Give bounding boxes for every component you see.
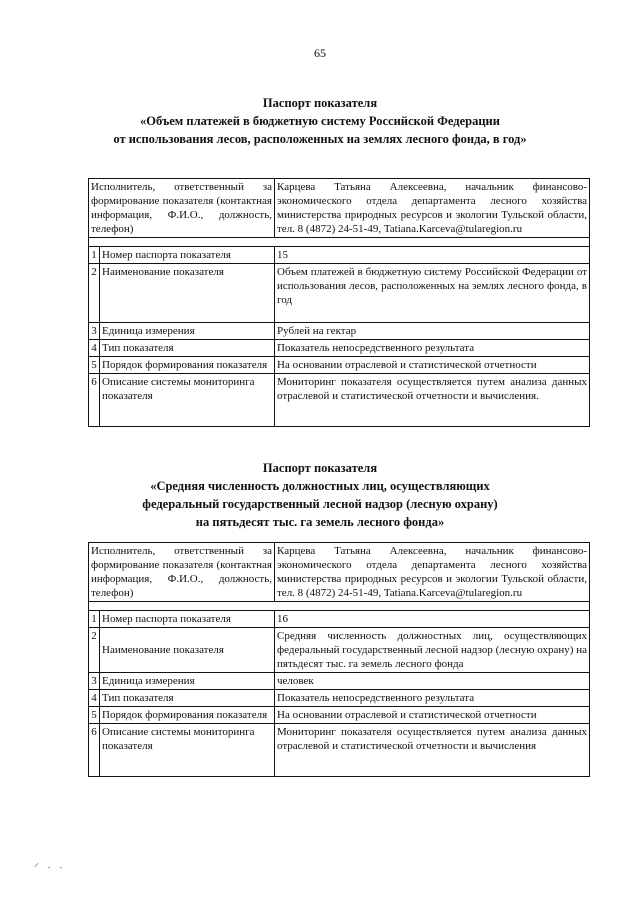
spacer-row: [89, 238, 590, 247]
indicator-title-line: «Объем платежей в бюджетную систему Российской Федерации: [140, 114, 500, 128]
row-number: 3: [89, 323, 100, 340]
indicator-title-line: федеральный государственный лесной надзор (лесную охрану): [142, 497, 498, 511]
row-label: Тип показателя: [100, 340, 275, 357]
passport-heading: Паспорт показателя: [262, 461, 378, 475]
row-label: Описание системы мониторинга показателя: [100, 724, 275, 777]
table-row: [89, 357, 590, 374]
row-value: человек: [275, 673, 590, 690]
executor-row: [89, 543, 590, 602]
table-row: [89, 611, 590, 628]
row-number: 1: [89, 611, 100, 628]
row-number: 2: [89, 628, 100, 673]
executor-label: Исполнитель, ответственный за формирование показателя (контактная информация, Ф.И.О., должность, телефон): [89, 179, 275, 238]
passport-table-1: [88, 178, 590, 427]
indicator-title-line: «Средняя численность должностных лиц, осуществляющих: [150, 479, 490, 493]
row-label: Тип показателя: [100, 690, 275, 707]
indicator-title-line: на пятьдесят тыс. га земель лесного фонда»: [195, 515, 445, 529]
row-number: 2: [89, 264, 100, 323]
row-label: Номер паспорта показателя: [100, 247, 275, 264]
table-row: [89, 247, 590, 264]
row-number: 4: [89, 340, 100, 357]
page-number: 65: [314, 46, 326, 60]
spacer-row: [89, 602, 590, 611]
passport-table-2: [88, 542, 590, 777]
row-label: Единица измерения: [100, 323, 275, 340]
row-label: Наименование показателя: [100, 628, 275, 673]
table-row: [89, 323, 590, 340]
scan-artifact-mark: ⸝ ˏ ˎ: [34, 858, 66, 869]
row-value: Показатель непосредственного результата: [275, 340, 590, 357]
executor-label: Исполнитель, ответственный за формирование показателя (контактная информация, Ф.И.О., должность, телефон): [89, 543, 275, 602]
table-row: [89, 340, 590, 357]
executor-row: [89, 179, 590, 238]
table-row: [89, 374, 590, 427]
indicator-title-line: от использования лесов, расположенных на землях лесного фонда, в год»: [113, 132, 527, 146]
row-number: 6: [89, 724, 100, 777]
row-value: На основании отраслевой и статистической отчетности: [275, 357, 590, 374]
row-value: Рублей на гектар: [275, 323, 590, 340]
row-number: 5: [89, 707, 100, 724]
row-value: Показатель непосредственного результата: [275, 690, 590, 707]
row-label: Порядок формирования показателя: [100, 707, 275, 724]
passport-title-2: [40, 459, 600, 531]
table-row: [89, 724, 590, 777]
row-value: 15: [275, 247, 590, 264]
executor-value: Карцева Татьяна Алексеевна, начальник финансово-экономического отдела департамента лесного хозяйства министерства природных ресурсов и экологии Тульской области, тел. 8 (4872) 24-51-49, Tatiana.Karceva@tularegion.ru: [275, 179, 590, 238]
row-value: Объем платежей в бюджетную систему Российской Федерации от использования лесов, расположенных на землях лесного фонда, в год: [275, 264, 590, 323]
passport-title-1: [40, 94, 600, 148]
executor-value: Карцева Татьяна Алексеевна, начальник финансово-экономического отдела департамента лесного хозяйства министерства природных ресурсов и экологии Тульской области, тел. 8 (4872) 24-51-49, Tatiana.Karceva@tularegion.ru: [275, 543, 590, 602]
row-value: Мониторинг показателя осуществляется путем анализа данных отраслевой и статистической отчетности и вычисления: [275, 724, 590, 777]
row-number: 3: [89, 673, 100, 690]
table-row: [89, 628, 590, 673]
table-row: [89, 673, 590, 690]
passport-heading: Паспорт показателя: [262, 96, 378, 110]
row-value: На основании отраслевой и статистической отчетности: [275, 707, 590, 724]
row-value: Мониторинг показателя осуществляется путем анализа данных отраслевой и статистической отчетности и вычисления.: [275, 374, 590, 427]
table-row: [89, 264, 590, 323]
row-number: 1: [89, 247, 100, 264]
row-number: 4: [89, 690, 100, 707]
table-row: [89, 707, 590, 724]
table-row: [89, 690, 590, 707]
row-label: Единица измерения: [100, 673, 275, 690]
row-label: Номер паспорта показателя: [100, 611, 275, 628]
row-label: Порядок формирования показателя: [100, 357, 275, 374]
row-number: 6: [89, 374, 100, 427]
row-label: Описание системы мониторинга показателя: [100, 374, 275, 427]
row-label: Наименование показателя: [100, 264, 275, 323]
row-value: 16: [275, 611, 590, 628]
row-number: 5: [89, 357, 100, 374]
row-value: Средняя численность должностных лиц, осуществляющих федеральный государственный лесной надзор (лесную охрану) на пятьдесят тыс. га земель лесного фонда: [275, 628, 590, 673]
